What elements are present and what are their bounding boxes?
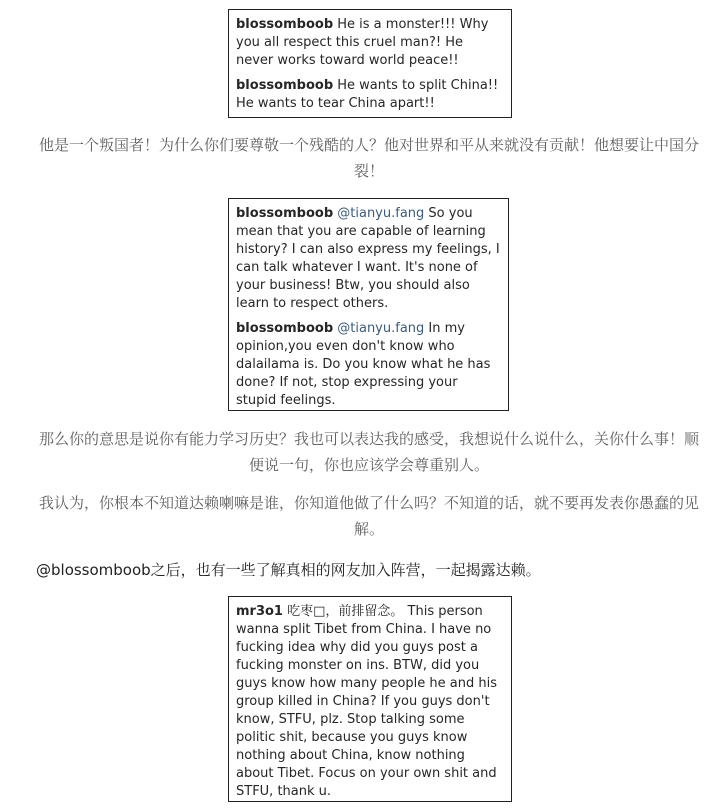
- comment-text: He is a monster!!! Why you all respect this cruel man?! He never works toward world peace!!: [236, 17, 489, 68]
- comment-text: 吃枣□，前排留念。 This person wanna split Tibet from China. I have no fucking idea why did you guys post a fucking monster on ins. BTW, did you guys know how many people he and his group killed in China? If you guys don't know, STFU, plz. Stop talking some politic shit, because you guys know nothing about China, know nothing about Tibet. Focus on your own shit and STFU, thank u.: [236, 604, 498, 799]
- comment-username: blossomboob: [236, 17, 334, 32]
- comment-screenshot-2: [228, 198, 509, 411]
- narration-paragraph: @blossomboob之后，也有一些了解真相的网友加入阵营，一起揭露达赖。: [36, 561, 541, 579]
- comment: [236, 16, 504, 70]
- comment: [236, 603, 504, 801]
- comment-username: blossomboob: [236, 206, 334, 221]
- comment: [236, 77, 504, 113]
- comment-screenshot-3: [228, 596, 512, 802]
- comment-text: So you mean that you are capable of learning history? I can also express my feelings, I can talk whatever I want. It's none of your business! Btw, you should also learn to respect others.: [236, 206, 500, 311]
- comment-text: He wants to split China!! He wants to tear China apart!!: [236, 78, 499, 111]
- comment-username: blossomboob: [236, 321, 334, 336]
- comment: [236, 205, 501, 313]
- translation-paragraph-3: 我认为，你根本不知道达赖喇嘛是谁，你知道他做了什么吗？不知道的话，就不要再发表你愚蠢的见解。: [38, 494, 699, 538]
- comment-mention: @tianyu.fang: [337, 206, 425, 221]
- comment: [236, 320, 501, 410]
- translation-paragraph-1: 他是一个叛国者！为什么你们要尊敬一个残酷的人？他对世界和平从来就没有贡献！他想要让中国分裂！: [38, 136, 699, 180]
- comment-username: mr3o1: [236, 604, 283, 619]
- comment-username: blossomboob: [236, 78, 334, 93]
- comment-screenshot-1: [228, 9, 512, 118]
- comment-mention: @tianyu.fang: [337, 321, 425, 336]
- comment-text: In my opinion,you even don't know who dalailama is. Do you know what he has done? If not, stop expressing your stupid feelings.: [236, 321, 491, 408]
- translation-paragraph-2: 那么你的意思是说你有能力学习历史？我也可以表达我的感受，我想说什么说什么，关你什么事！顺便说一句，你也应该学会尊重别人。: [38, 430, 699, 474]
